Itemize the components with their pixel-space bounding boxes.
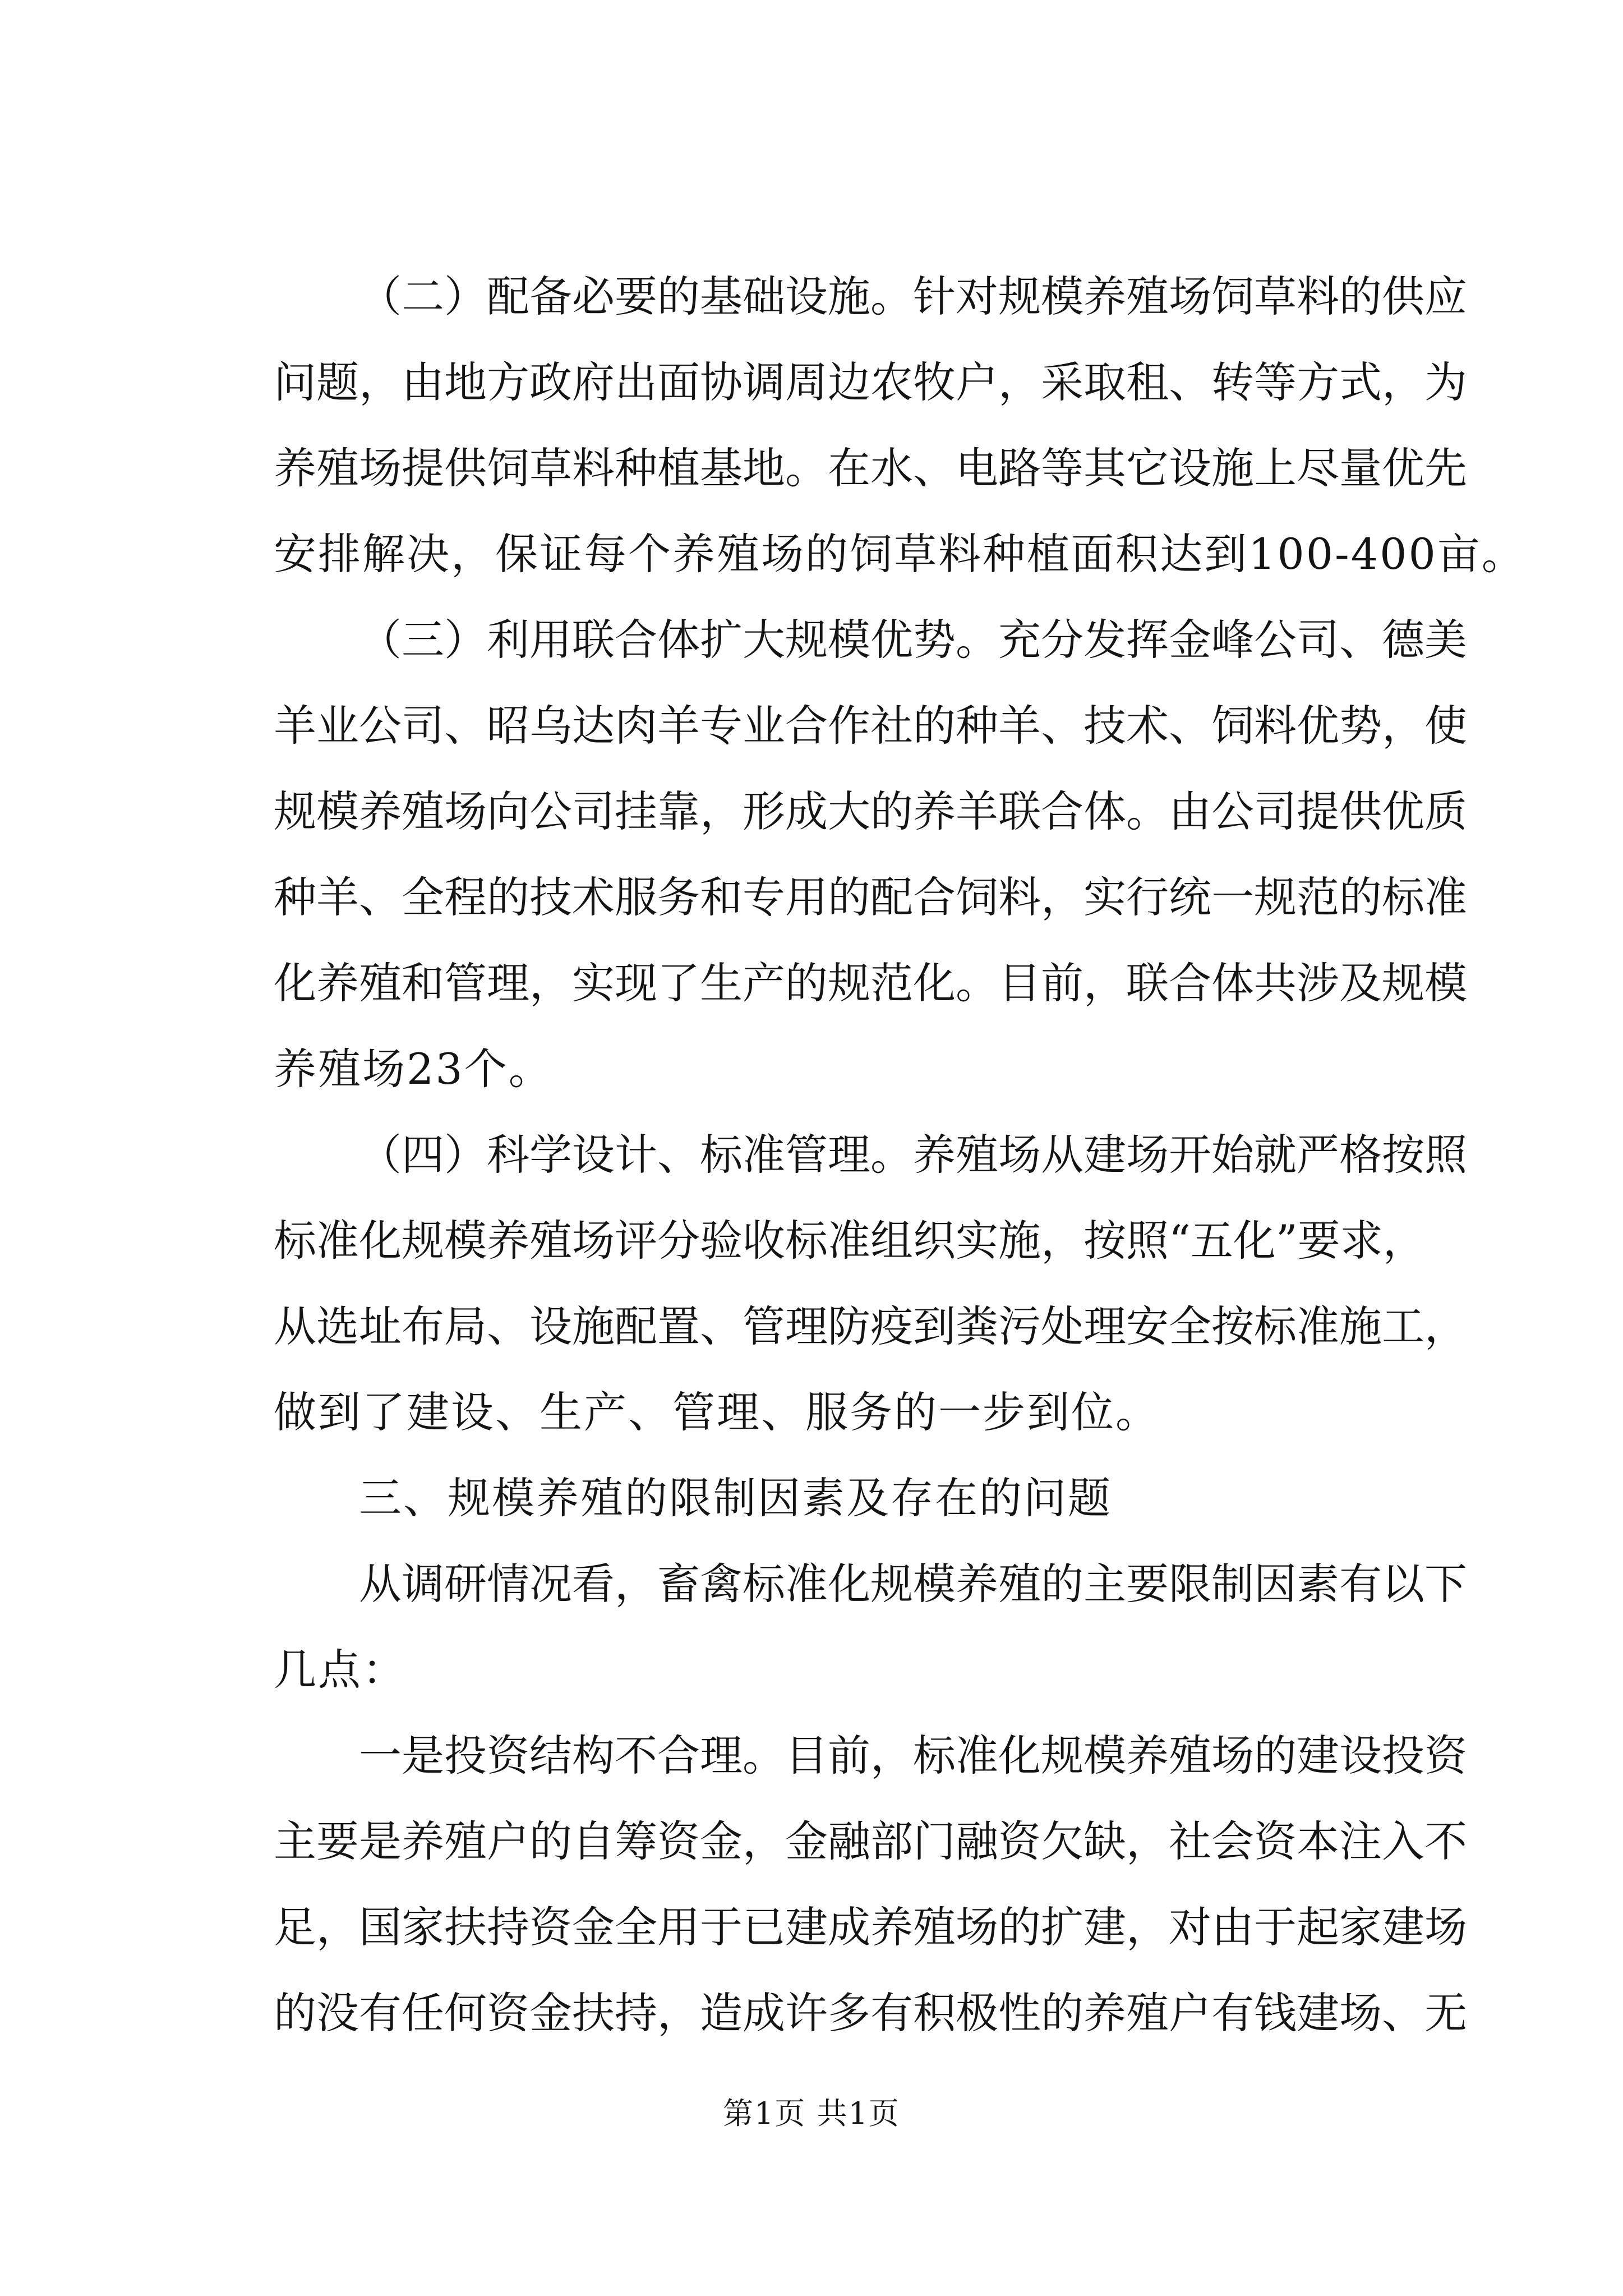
- paragraph-line: 主要是养殖户的自筹资金，金融部门融资欠缺，社会资本注入不: [274, 1816, 1467, 1866]
- paragraph-line: 羊业公司、昭乌达肉羊专业合作社的种羊、技术、饲料优势，使: [274, 701, 1467, 751]
- paragraph-line: 做到了建设、生产、管理、服务的一步到位。: [274, 1387, 1160, 1437]
- document-body: [274, 254, 1526, 2056]
- paragraph-line: 从调研情况看，畜禽标准化规模养殖的主要限制因素有以下: [359, 1559, 1467, 1609]
- paragraph-line: 的没有任何资金扶持，造成许多有积极性的养殖户有钱建场、无: [274, 1988, 1467, 2038]
- paragraph-line: 养殖场23个。: [274, 1044, 553, 1094]
- paragraph-line: （二）配备必要的基础设施。针对规模养殖场饲草料的供应: [359, 272, 1467, 321]
- paragraph-line: 规模养殖场向公司挂靠，形成大的养羊联合体。由公司提供优质: [274, 786, 1467, 836]
- paragraph-line: 足，国家扶持资金全用于已建成养殖场的扩建，对由于起家建场: [274, 1902, 1467, 1952]
- paragraph-line: 几点：: [274, 1645, 407, 1695]
- paragraph-line: （三）利用联合体扩大规模优势。充分发挥金峰公司、德美: [359, 615, 1467, 665]
- page-footer: 第1页 共1页: [723, 2096, 900, 2131]
- paragraph-line: 标准化规模养殖场评分验收标准组织实施，按照“五化”要求，: [274, 1216, 1426, 1266]
- paragraph-line: 化养殖和管理，实现了生产的规范化。目前，联合体共涉及规模: [274, 958, 1467, 1008]
- paragraph-line: 养殖场提供饲草料种植基地。在水、电路等其它设施上尽量优先: [274, 443, 1467, 493]
- section-heading: 三、规模养殖的限制因素及存在的问题: [359, 1473, 1112, 1523]
- paragraph-line: 从选址布局、设施配置、管理防疫到粪污处理安全按标准施工，: [274, 1301, 1467, 1351]
- paragraph-line: 安排解决，保证每个养殖场的饲草料种植面积达到100-400亩。: [274, 529, 1526, 579]
- paragraph-line: 种羊、全程的技术服务和专用的配合饲料，实行统一规范的标准: [274, 872, 1467, 922]
- paragraph-line: 一是投资结构不合理。目前，标准化规模养殖场的建设投资: [359, 1731, 1467, 1780]
- paragraph-line: 问题，由地方政府出面协调周边农牧户，采取租、转等方式，为: [274, 357, 1467, 407]
- paragraph-line: （四）科学设计、标准管理。养殖场从建场开始就严格按照: [359, 1130, 1467, 1180]
